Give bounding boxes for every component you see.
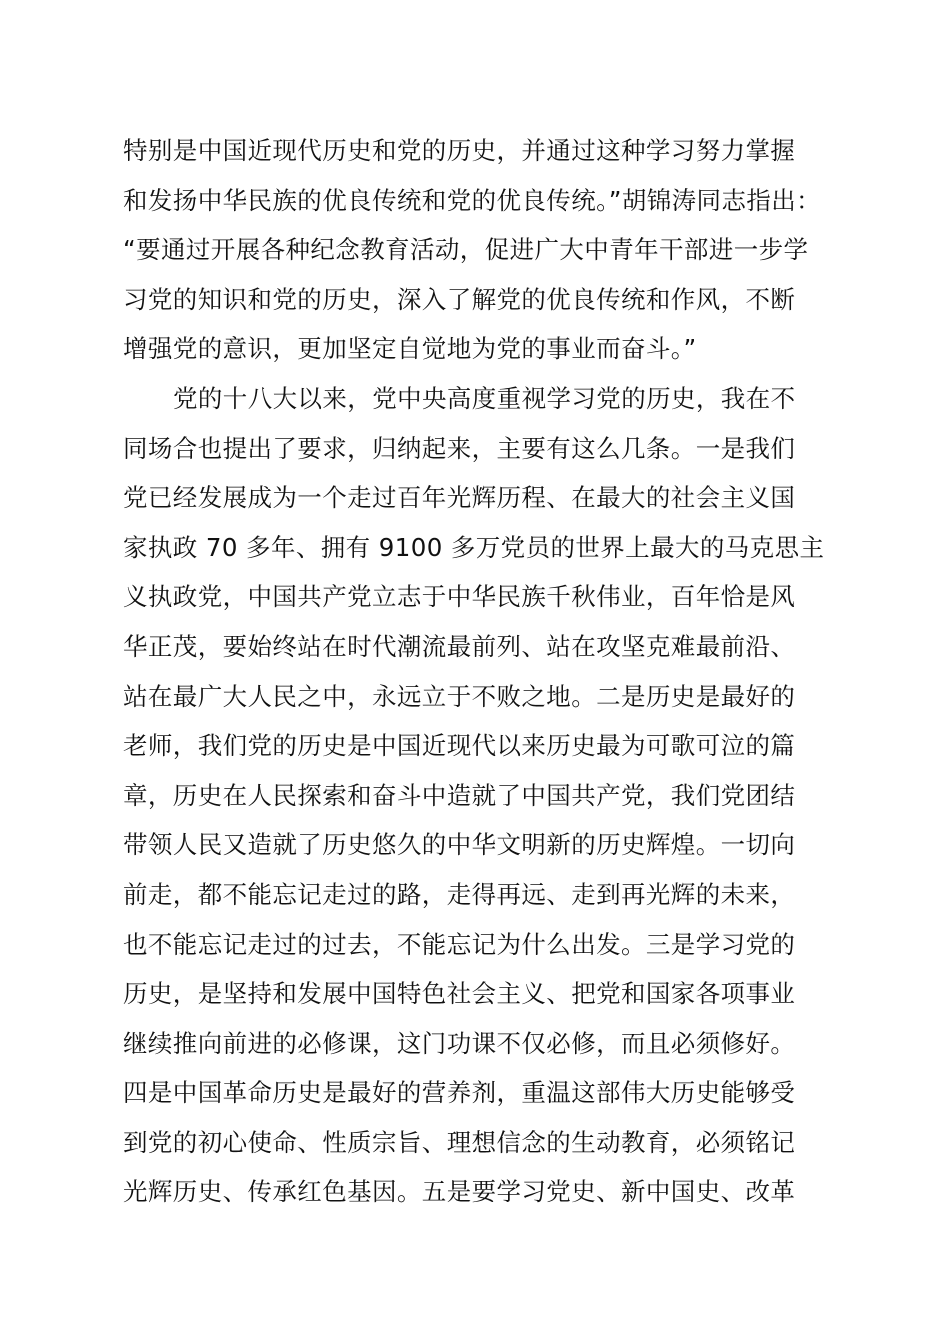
paragraph-line: 站在最广大人民之中，永远立于不败之地。二是历史是最好的 xyxy=(123,681,796,711)
paragraph-line: 章，历史在人民探索和奋斗中造就了中国共产党，我们党团结 xyxy=(123,780,796,810)
paragraph-line: 光辉历史、传承红色基因。五是要学习党史、新中国史、改革 xyxy=(123,1177,796,1207)
paragraph-line: 前走，都不能忘记走过的路，走得再远、走到再光辉的未来， xyxy=(123,879,796,909)
body-text xyxy=(123,126,837,1217)
paragraph-line: 带领人民又造就了历史悠久的中华文明新的历史辉煌。一切向 xyxy=(123,830,796,860)
paragraph-line: 同场合也提出了要求，归纳起来，主要有这么几条。一是我们 xyxy=(123,433,796,463)
paragraph-line: 继续推向前进的必修课，这门功课不仅必修，而且必须修好。 xyxy=(123,1028,796,1058)
paragraph-line: 增强党的意识，更加坚定自觉地为党的事业而奋斗。” xyxy=(123,334,697,364)
paragraph-line: 也不能忘记走过的过去，不能忘记为什么出发。三是学习党的 xyxy=(123,929,796,959)
paragraph-first-line: 党的十八大以来，党中央高度重视学习党的历史，我在不 xyxy=(173,383,796,413)
paragraph-line: 四是中国革命历史是最好的营养剂，重温这部伟大历史能够受 xyxy=(123,1078,796,1108)
paragraph-line: 习党的知识和党的历史，深入了解党的优良传统和作风，不断 xyxy=(123,284,796,314)
paragraph-line: 到党的初心使命、性质宗旨、理想信念的生动教育，必须铭记 xyxy=(123,1127,796,1157)
paragraph-line: 历史，是坚持和发展中国特色社会主义、把党和国家各项事业 xyxy=(123,979,796,1009)
paragraph-1 xyxy=(123,126,837,374)
paragraph-line: 华正茂，要始终站在时代潮流最前列、站在攻坚克难最前沿、 xyxy=(123,631,796,661)
paragraph-line: 义执政党，中国共产党立志于中华民族千秋伟业，百年恰是风 xyxy=(123,582,796,612)
paragraph-line: 老师，我们党的历史是中国近现代以来历史最为可歌可泣的篇 xyxy=(123,731,796,761)
paragraph-line: “要通过开展各种纪念教育活动，促进广大中青年干部进一步学 xyxy=(123,235,809,265)
paragraph-line: 党已经发展成为一个走过百年光辉历程、在最大的社会主义国 xyxy=(123,483,796,513)
paragraph-line: 和发扬中华民族的优良传统和党的优良传统。”胡锦涛同志指出： xyxy=(123,185,822,215)
paragraph-line: 家执政 70 多年、拥有 9100 多万党员的世界上最大的马克思主 xyxy=(123,532,825,562)
paragraph-line: 特别是中国近现代历史和党的历史，并通过这种学习努力掌握 xyxy=(123,136,796,165)
paragraph-2 xyxy=(123,374,837,1217)
